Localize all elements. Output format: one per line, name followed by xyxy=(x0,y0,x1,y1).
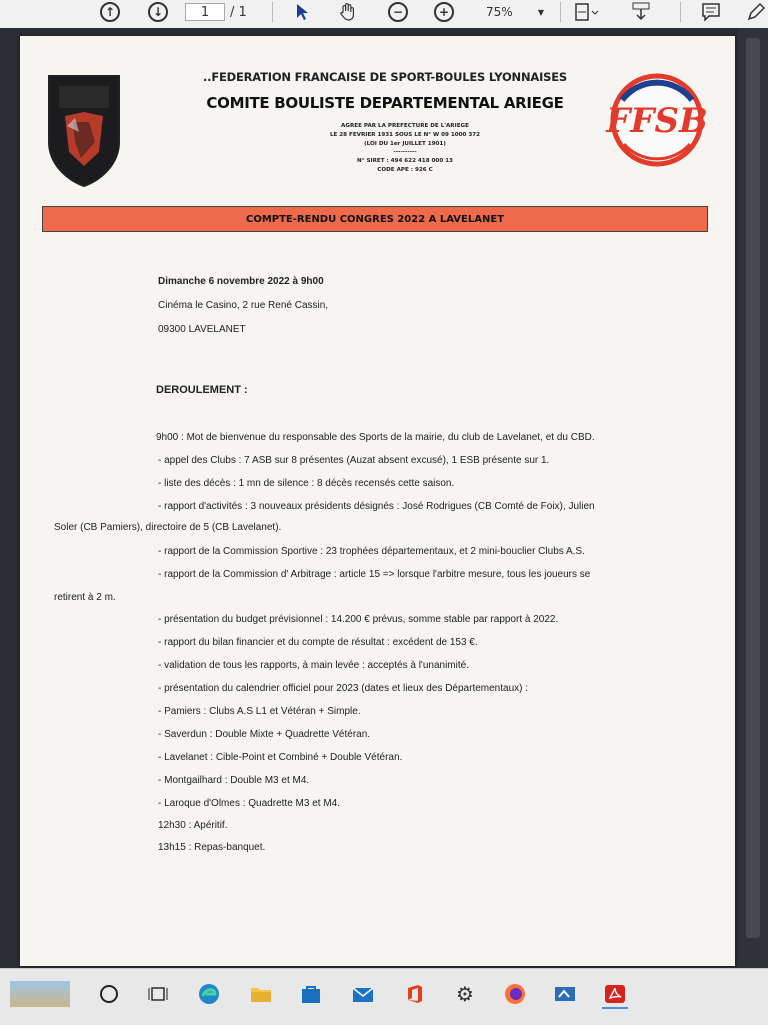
mail-icon xyxy=(351,984,375,1004)
agenda-line: - Pamiers : Clubs A.S L1 et Vétéran + Simple. xyxy=(158,706,361,717)
page-fit-icon xyxy=(574,2,600,22)
agenda-line: - présentation du calendrier officiel pour 2023 (dates et lieux des Départementaux) : xyxy=(158,683,529,694)
agenda-line: - Saverdun : Double Mixte + Quadrette Vétéran. xyxy=(158,729,371,740)
comment-button[interactable] xyxy=(700,0,722,24)
taskbar-edge[interactable] xyxy=(196,981,222,1007)
deroulement-heading: DEROULEMENT : xyxy=(156,384,248,396)
page-up-button[interactable] xyxy=(100,0,120,24)
federation-title: ..FEDERATION FRANCAISE DE SPORT-BOULES LYONNAISES xyxy=(202,70,568,84)
zoom-select[interactable] xyxy=(482,0,548,24)
taskbar xyxy=(0,968,768,1025)
firefox-icon xyxy=(503,982,527,1006)
page-number-field[interactable] xyxy=(185,0,225,24)
sign-button[interactable] xyxy=(745,0,767,24)
legal-line-1: AGREE PAR LA PREFECTURE DE L'ARIEGE xyxy=(341,123,469,129)
edge-icon xyxy=(197,982,221,1006)
taskbar-office[interactable] xyxy=(402,981,428,1007)
ffsb-logo xyxy=(602,70,712,170)
ariege-crest-logo xyxy=(45,72,123,188)
agenda-line: - appel des Clubs : 7 ASB sur 8 présentes (Auzat absent excusé), 1 ESB présente sur 1. xyxy=(158,455,550,466)
cursor-icon xyxy=(294,3,310,21)
report-title-banner: COMPTE-RENDU CONGRES 2022 A LAVELANET xyxy=(42,206,708,232)
taskbar-mail[interactable] xyxy=(350,981,376,1007)
gear-icon: ⚙ xyxy=(456,982,474,1006)
agenda-line: - Lavelanet : Cible-Point et Combiné + Double Vétéran. xyxy=(158,752,403,763)
download-icon xyxy=(630,1,652,23)
zoom-value: 75% xyxy=(486,5,513,19)
ffsb-logo-text: FFSB xyxy=(606,101,708,141)
legal-line-2: LE 28 FEVRIER 1931 SOUS LE N° W 09 1000 372 xyxy=(329,132,481,138)
chevron-down-icon: ▼ xyxy=(537,7,544,17)
pen-icon xyxy=(745,1,767,23)
download-button[interactable] xyxy=(630,0,652,24)
siret-line: N° SIRET : 494 622 418 000 13 xyxy=(357,158,453,164)
page-total: / 1 xyxy=(230,4,247,20)
address-line-2: 09300 LAVELANET xyxy=(158,324,246,335)
store-icon xyxy=(299,983,323,1005)
legal-line-3: (LOI DU 1er JUILLET 1901) xyxy=(364,141,446,147)
wallpaper-thumbnail-icon xyxy=(10,981,70,1007)
comment-icon xyxy=(700,1,722,23)
document-app-icon xyxy=(553,983,577,1005)
page-number-input[interactable]: 1 xyxy=(185,3,225,21)
taskbar-settings[interactable] xyxy=(452,981,478,1007)
agenda-line: 12h30 : Apéritif. xyxy=(158,820,228,831)
arrow-up-icon: ↑ xyxy=(100,2,120,22)
pdf-toolbar xyxy=(0,0,768,29)
agenda-line: 13h15 : Repas-banquet. xyxy=(158,842,266,853)
page-fit-button[interactable] xyxy=(574,0,600,24)
meeting-date: Dimanche 6 novembre 2022 à 9h00 xyxy=(158,276,324,287)
zoom-out-button[interactable] xyxy=(388,0,408,24)
vertical-scrollbar[interactable] xyxy=(738,28,768,968)
agenda-line: - validation de tous les rapports, à main levée : acceptés à l'unanimité. xyxy=(158,660,469,671)
taskbar-store[interactable] xyxy=(298,981,324,1007)
office-icon xyxy=(404,983,426,1005)
minus-icon: − xyxy=(388,2,408,22)
taskbar-acrobat[interactable] xyxy=(602,981,628,1009)
plus-icon: + xyxy=(434,2,454,22)
desktop-thumbnail[interactable] xyxy=(10,981,70,1007)
arrow-down-icon: ↓ xyxy=(148,2,168,22)
agenda-line: - Laroque d'Olmes : Quadrette M3 et M4. xyxy=(158,798,340,809)
page-down-button[interactable] xyxy=(148,0,168,24)
hand-icon xyxy=(338,2,358,22)
agenda-line: - rapport d'activités : 3 nouveaux présidents désignés : José Rodrigues (CB Comté de Foix), Julien xyxy=(158,501,595,512)
address-line-1: Cinéma le Casino, 2 rue René Cassin, xyxy=(158,300,329,311)
taskbar-app[interactable] xyxy=(552,981,578,1007)
agenda-line: retirent à 2 m. xyxy=(54,592,116,603)
task-view-button[interactable] xyxy=(145,981,171,1007)
task-view-icon xyxy=(148,985,168,1003)
agenda-line: - présentation du budget prévisionnel : 14.200 € prévus, somme stable par rapport à 2022. xyxy=(158,614,559,625)
hand-tool-button[interactable] xyxy=(338,0,358,24)
agenda-line: Soler (CB Pamiers), directoire de 5 (CB Lavelanet). xyxy=(54,522,282,533)
pdf-page xyxy=(20,36,735,966)
committee-title: COMITE BOULISTE DEPARTEMENTAL ARIEGE xyxy=(206,94,564,112)
agenda-line: - liste des décès : 1 mn de silence : 8 décès recensés cette saison. xyxy=(158,478,455,489)
ape-line: CODE APE : 926 C xyxy=(377,167,433,173)
taskbar-explorer[interactable] xyxy=(248,981,274,1007)
folder-icon xyxy=(249,983,273,1005)
document-viewer[interactable] xyxy=(0,28,768,968)
agenda-line: - Montgailhard : Double M3 et M4. xyxy=(158,775,310,786)
select-tool-button[interactable] xyxy=(294,0,310,24)
legal-separator: ---------- xyxy=(393,149,417,155)
search-button[interactable] xyxy=(96,981,122,1007)
agenda-line: - rapport du bilan financier et du compte de résultat : excédent de 153 €. xyxy=(158,637,478,648)
zoom-in-button[interactable] xyxy=(434,0,454,24)
taskbar-firefox[interactable] xyxy=(502,981,528,1007)
scrollbar-thumb[interactable] xyxy=(746,38,760,938)
circle-search-icon xyxy=(100,985,118,1003)
agenda-line: - rapport de la Commission d' Arbitrage : article 15 => lorsque l'arbitre mesure, tous les joueurs se xyxy=(158,569,591,580)
agenda-line: 9h00 : Mot de bienvenue du responsable des Sports de la mairie, du club de Lavelanet, et du CBD. xyxy=(156,432,595,443)
agenda-line: - rapport de la Commission Sportive : 23 trophées départementaux, et 2 mini-bouclier Clubs A.S. xyxy=(158,546,585,557)
acrobat-icon xyxy=(603,983,627,1005)
